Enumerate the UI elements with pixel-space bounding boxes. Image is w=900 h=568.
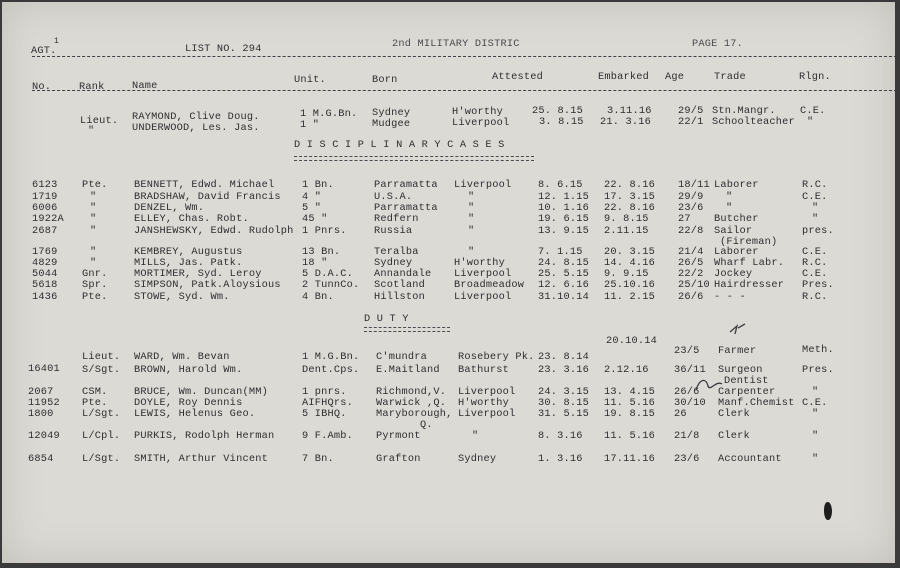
no: 1922A [32, 213, 64, 225]
name: WARD, Wm. Bevan [134, 351, 230, 363]
trade: Jockey [714, 268, 753, 280]
age: 21/8 [674, 430, 700, 442]
name: PURKIS, Rodolph Herman [134, 430, 275, 442]
embarked: 11. 5.16 [604, 430, 656, 442]
born: Sydney [372, 107, 411, 119]
born: Hillston [374, 291, 426, 303]
attested-at: Liverpool [454, 268, 512, 280]
age: 30/10 [674, 397, 706, 409]
rank: CSM. [82, 386, 108, 398]
embarked: 13. 4.15 [604, 386, 656, 398]
ink-scribble-mark [692, 374, 732, 396]
no: 6854 [28, 453, 54, 465]
rlgn: Meth. [802, 344, 834, 356]
trade: Surgeon [718, 364, 763, 376]
name: MILLS, Jas. Patk. [134, 257, 243, 269]
religion: C.E. [800, 105, 826, 117]
age: 27 [678, 213, 691, 225]
trade: Laborer [714, 179, 759, 191]
rank: Pte. [82, 179, 108, 191]
age: 26/5 [678, 257, 704, 269]
attested-at: Liverpool [458, 408, 516, 420]
rlgn: " [812, 202, 819, 214]
embarked: 9. 8.15 [604, 213, 649, 225]
attested: 23. 8.14 [538, 351, 590, 363]
col-name: Name [132, 80, 158, 92]
age: 26/6 [678, 291, 704, 303]
header-rule-top [32, 56, 895, 57]
rank: Lieut. [80, 115, 119, 127]
unit: AIFHQrs. [302, 397, 354, 409]
rlgn: R.C. [802, 257, 828, 269]
born: Richmond,V. [376, 386, 447, 398]
no: 12049 [28, 430, 60, 442]
rank: Pte. [82, 397, 108, 409]
embarked: 2.11.15 [604, 225, 649, 237]
no: 6006 [32, 202, 58, 214]
born: E.Maitland [376, 364, 440, 376]
attested: 30. 8.15 [538, 397, 590, 409]
embarked: 20. 3.15 [604, 246, 656, 258]
section-underline-disciplinary [294, 156, 534, 161]
name: BRADSHAW, David Francis [134, 191, 281, 203]
no: 4829 [32, 257, 58, 269]
attested: 10. 1.16 [538, 202, 590, 214]
unit: 13 Bn. [302, 246, 341, 258]
trade-continued: Dentist [724, 375, 769, 387]
no: 1719 [32, 191, 58, 203]
name: KEMBREY, Augustus [134, 246, 243, 258]
embarked: 14. 4.16 [604, 257, 656, 269]
attested: 7. 1.15 [538, 246, 583, 258]
attested: 24. 8.15 [538, 257, 590, 269]
rank: Pte. [82, 291, 108, 303]
rank: L/Sgt. [82, 408, 121, 420]
unit: 9 F.Amb. [302, 430, 354, 442]
unit: 2 TunnCo. [302, 279, 360, 291]
age: 22/1 [678, 116, 704, 128]
attested: 8. 6.15 [538, 179, 583, 191]
unit: 1 pnrs. [302, 386, 347, 398]
unit: Dent.Cps. [302, 364, 360, 376]
trade: Clerk [718, 430, 750, 442]
attested-at: H'worthy [454, 257, 506, 269]
agt-mark: 1 [54, 37, 60, 46]
name: LEWIS, Helenus Geo. [134, 408, 256, 420]
rank: " [90, 257, 97, 269]
name: DENZEL, Wm. [134, 202, 205, 214]
unit: 7 Bn. [302, 453, 334, 465]
no: 11952 [28, 397, 60, 409]
no: 2687 [32, 225, 58, 237]
name: SIMPSON, Patk.Aloysious [134, 279, 281, 291]
no: 6123 [32, 179, 58, 191]
rlgn: " [812, 453, 819, 465]
trade: Hairdresser [714, 279, 785, 291]
trade: Stn.Mangr. [712, 105, 776, 117]
attested-at: Liverpool [454, 179, 512, 191]
attested: 8. 3.16 [538, 430, 583, 442]
embarked: 2.12.16 [604, 364, 649, 376]
rlgn: R.C. [802, 179, 828, 191]
rank: L/Sgt. [82, 453, 121, 465]
attested-at: " [468, 225, 475, 237]
attested-at: Sydney [458, 453, 497, 465]
attested: 31. 5.15 [538, 408, 590, 420]
rank: " [90, 202, 97, 214]
born: Teralba [374, 246, 419, 258]
unit: 5 " [302, 202, 322, 214]
age: 29/5 [678, 105, 704, 117]
embarked: 11. 2.15 [604, 291, 656, 303]
attested-date: 3. 8.15 [539, 116, 584, 128]
section-title-duty: D U T Y [364, 313, 409, 325]
unit: 1 Bn. [302, 179, 334, 191]
rlgn: " [812, 386, 819, 398]
unit: 5 D.A.C. [302, 268, 354, 280]
no: 1436 [32, 291, 58, 303]
attested-at: Broadmeadow [454, 279, 525, 291]
list-number: LIST NO. 294 [185, 43, 262, 55]
attested-at: Liverpool [458, 386, 516, 398]
attested-date: 25. 8.15 [532, 105, 584, 117]
name: BROWN, Harold Wm. [134, 364, 243, 376]
rlgn: " [812, 408, 819, 420]
col-no: No. [32, 81, 52, 93]
embarked: 25.10.16 [604, 279, 656, 291]
born: Parramatta [374, 179, 438, 191]
unit: 45 " [302, 213, 328, 225]
rank: " [90, 225, 97, 237]
embarked: 17. 3.15 [604, 191, 656, 203]
name: BENNETT, Edwd. Michael [134, 179, 275, 191]
attested: 13. 9.15 [538, 225, 590, 237]
unit: 1 M.G.Bn. [300, 108, 358, 120]
attested: 12. 1.15 [538, 191, 590, 203]
age: 23/6 [678, 202, 704, 214]
age: 23/5 [674, 345, 700, 357]
unit: 1 M.G.Bn. [302, 351, 360, 363]
name: JANSHEWSKY, Edwd. Rudolph [134, 225, 294, 237]
trade: Sailor [714, 225, 753, 237]
trade: Manf.Chemist [718, 397, 795, 409]
ink-blot [824, 502, 832, 520]
born: Pyrmont [376, 430, 421, 442]
name: STOWE, Syd. Wm. [134, 291, 230, 303]
col-age: Age [665, 71, 685, 83]
no: 1800 [28, 408, 54, 420]
born: Grafton [376, 453, 421, 465]
rank: L/Cpl. [82, 430, 121, 442]
name: UNDERWOOD, Les. Jas. [132, 122, 260, 134]
no: 16401 [28, 363, 60, 375]
attested-at: H'worthy [458, 397, 510, 409]
trade-continued: (Fireman) [720, 236, 778, 248]
attested-at: " [468, 246, 475, 258]
unit: 18 " [302, 257, 328, 269]
trade: Butcher [714, 213, 759, 225]
attested-at: " [468, 213, 475, 225]
age: 23/6 [674, 453, 700, 465]
no: 2067 [28, 386, 54, 398]
section-title-disciplinary: D I S C I P L I N A R Y C A S E S [294, 139, 505, 151]
embarkation-list-page [2, 2, 895, 563]
trade: Farmer [718, 345, 757, 357]
born: C'mundra [376, 351, 428, 363]
name: ELLEY, Chas. Robt. [134, 213, 249, 225]
rlgn: C.E. [802, 268, 828, 280]
name: RAYMOND, Clive Doug. [132, 111, 260, 123]
col-rank: Rank [79, 81, 105, 93]
no: 1769 [32, 246, 58, 258]
age: 25/10 [678, 279, 710, 291]
no: 5618 [32, 279, 58, 291]
rlgn: Pres. [802, 279, 834, 291]
attested: 19. 6.15 [538, 213, 590, 225]
col-born: Born [372, 74, 398, 86]
born: Annandale [374, 268, 432, 280]
trade: Wharf Labr. [714, 257, 785, 269]
rlgn: pres. [802, 225, 834, 237]
born: Sydney [374, 257, 413, 269]
rlgn: " [812, 430, 819, 442]
born: Redfern [374, 213, 419, 225]
unit: 5 IBHQ. [302, 408, 347, 420]
name: MORTIMER, Syd. Leroy [134, 268, 262, 280]
age: 21/4 [678, 246, 704, 258]
rank: Spr. [82, 279, 108, 291]
born: Warwick ,Q. [376, 397, 447, 409]
rank: " [90, 191, 97, 203]
col-trade: Trade [714, 71, 746, 83]
rlgn: C.E. [802, 397, 828, 409]
unit: 4 Bn. [302, 291, 334, 303]
ink-tick-mark [727, 320, 749, 340]
religion: " [807, 116, 814, 128]
rlgn: " [812, 213, 819, 225]
embarked: 9. 9.15 [604, 268, 649, 280]
born: Russia [374, 225, 413, 237]
attested-at: " [468, 191, 475, 203]
col-religion: Rlgn. [799, 71, 831, 83]
page-number: PAGE 17. [692, 38, 744, 50]
trade: Accountant [718, 453, 782, 465]
district-title: 2nd MILITARY DISTRIC [392, 38, 520, 50]
rlgn: C.E. [802, 246, 828, 258]
born: Scotland [374, 279, 426, 291]
embarked: 17.11.16 [604, 453, 656, 465]
agt-label: AGT. [31, 45, 57, 57]
trade: Schoolteacher [712, 116, 795, 128]
age: 36/11 [674, 364, 706, 376]
header-rule-bottom [32, 90, 895, 91]
attested: 25. 5.15 [538, 268, 590, 280]
rank: Gnr. [82, 268, 108, 280]
rank: Lieut. [82, 351, 121, 363]
embarked: 22. 8.16 [604, 202, 656, 214]
trade: " [726, 202, 733, 214]
name: DOYLE, Roy Dennis [134, 397, 243, 409]
embarked: 22. 8.16 [604, 179, 656, 191]
col-unit: Unit. [294, 74, 326, 86]
attested-at: Bathurst [458, 364, 510, 376]
born-continued: Q. [420, 419, 433, 431]
rlgn: Pres. [802, 364, 834, 376]
attested: 31.10.14 [538, 291, 590, 303]
born: Parramatta [374, 202, 438, 214]
rank: S/Sgt. [82, 364, 121, 376]
rank: " [88, 125, 95, 137]
trade: " [726, 191, 733, 203]
trade: - - - [714, 291, 746, 303]
attested-at: " [472, 430, 479, 442]
attested-at: Liverpool [454, 291, 512, 303]
attested: 1. 3.16 [538, 453, 583, 465]
attested-at: H'worthy [452, 106, 504, 118]
embarked: 11. 5.16 [604, 397, 656, 409]
rlgn: R.C. [802, 291, 828, 303]
attested-at: Rosebery Pk. [458, 351, 535, 363]
born: Mudgee [372, 118, 411, 130]
rank: " [90, 246, 97, 258]
attested-at: Liverpool [452, 117, 510, 129]
trade: Clerk [718, 408, 750, 420]
rank: " [90, 213, 97, 225]
attested: 12. 6.16 [538, 279, 590, 291]
unit: 1 Pnrs. [302, 225, 347, 237]
attested-at: " [468, 202, 475, 214]
col-embarked: Embarked [598, 71, 650, 83]
col-attested: Attested [492, 71, 544, 83]
section-underline-duty [364, 327, 450, 332]
age: 22/2 [678, 268, 704, 280]
attested: 24. 3.15 [538, 386, 590, 398]
embarked: 19. 8.15 [604, 408, 656, 420]
age: 26 [674, 408, 687, 420]
embarked-date: 3.11.16 [607, 105, 652, 117]
age: 29/9 [678, 191, 704, 203]
name: SMITH, Arthur Vincent [134, 453, 268, 465]
trade: Carpenter [718, 386, 776, 398]
trade: Laborer [714, 246, 759, 258]
born: Maryborough, [376, 408, 453, 420]
embarked: 20.10.14 [606, 335, 658, 347]
rlgn: C.E. [802, 191, 828, 203]
age: 22/8 [678, 225, 704, 237]
no: 5044 [32, 268, 58, 280]
attested: 23. 3.16 [538, 364, 590, 376]
born: U.S.A. [374, 191, 413, 203]
age: 18/11 [678, 179, 710, 191]
name: BRUCE, Wm. Duncan(MM) [134, 386, 268, 398]
age: 26/6 [674, 386, 700, 398]
unit: 4 " [302, 191, 322, 203]
embarked-date: 21. 3.16 [600, 116, 652, 128]
unit: 1 " [300, 119, 320, 131]
